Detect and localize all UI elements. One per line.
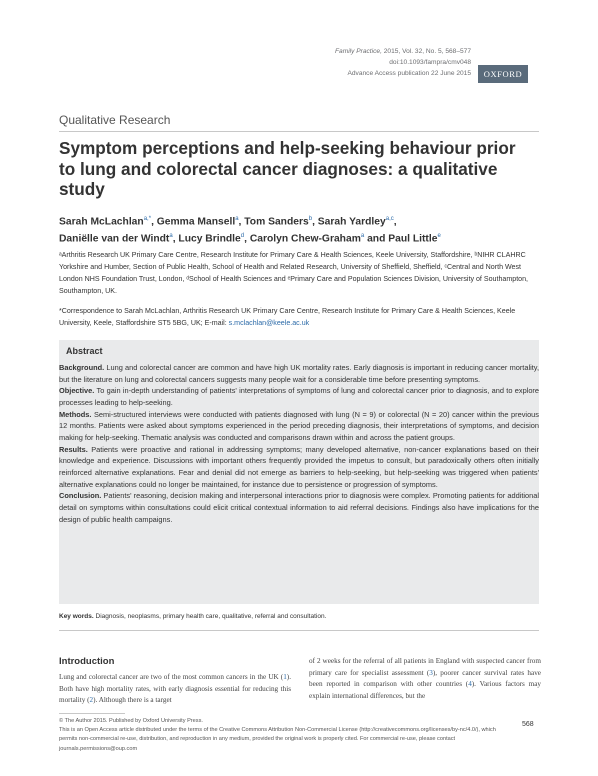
author-name: , Tom Sanders (238, 216, 309, 228)
author-name: , Lucy Brindle (172, 233, 241, 245)
author-affil-mark: a (235, 216, 239, 222)
abstract-heading: Abstract (66, 346, 103, 356)
citation-link[interactable]: 3 (429, 668, 433, 677)
author-affil-mark: a, (143, 216, 149, 222)
email-link[interactable]: s.mclachlan@keele.ac.uk (228, 319, 310, 328)
background-text: Lung and colorectal cancer are common and have high UK mortality rates. Early diagnosis is important in reducing cancer mortality, but the literature on lung and colorectal cancers suggests many people wait for a considerable time before presenting symptoms. (59, 363, 539, 384)
abstract-methods (59, 409, 539, 444)
body-text: ), poorer cancer survival rates have been reported in comparison with other countries ( (309, 668, 541, 688)
corresponding-mark: * (148, 216, 152, 222)
page-number: 568 (522, 721, 534, 728)
journal-name: Family Practice, (335, 48, 382, 55)
author-line-2 (59, 229, 539, 246)
author-name: , Gemma Mansell (151, 216, 236, 228)
author-separator: , (393, 216, 397, 228)
author-affil-mark: e (437, 233, 441, 240)
author-affil-mark: a,c (385, 216, 394, 222)
correspondence (59, 305, 539, 329)
abstract-body (59, 362, 539, 525)
author-name: Sarah McLachlan (59, 216, 144, 228)
citation-link[interactable]: 4 (468, 680, 472, 688)
body-text: ). Both have high mortality rates, with early diagnosis essential for reducing this mortality ( (59, 673, 291, 704)
objective-label: Objective. (59, 386, 95, 396)
license-text: This is an Open Access article distributed under the terms of the Creative Commons Attribution Non-Commercial License (http://creativecommons.org/licenses/by-nc/4.0/), which permits non-commercial re-use, distribution, and reproduction in any medium, provided the original work is properly cited. For commercial re-use, please contact journals.permissions@oup.com (59, 727, 496, 752)
results-label: Results. (59, 444, 88, 454)
author-affil-mark: a (169, 233, 173, 240)
author-affil-mark: d (240, 233, 245, 240)
section-label: Qualitative Research (59, 113, 171, 127)
affiliations: ᵃArthritis Research UK Primary Care Centre, Research Institute for Primary Care & Health Sciences, Keele University, Staffordshire, ᵇNIHR CLAHRC Yorkshire and Humber, Section of Public Health, School of Health and Related Research, University of Sheffield, Sheffield, ᶜCentral and North West London NHS Foundation Trust, London, ᵈSchool of Health Sciences and ᵉPrimary Care and Population Sciences Division, University of Southampton, Southampton, UK. (59, 251, 529, 296)
author-name: Daniëlle van der Windt (59, 233, 170, 245)
body-text: Lung and colorectal cancer are two of the most common cancers in the UK ( (59, 673, 284, 681)
abstract-background (59, 362, 539, 385)
journal-volume: 2015, Vol. 32, No. 5, 568–577 (381, 48, 471, 55)
background-label: Background. (59, 363, 105, 372)
introduction-column-2 (309, 656, 541, 702)
oxford-logo: OXFORD (478, 65, 528, 83)
author-name: and Paul Little (364, 233, 438, 245)
divider (59, 131, 539, 132)
author-list (59, 212, 539, 247)
copyright: © The Author 2015. Published by Oxford University Press. (59, 718, 203, 724)
footnote-divider (59, 713, 125, 714)
keywords (59, 612, 539, 622)
introduction-heading: Introduction (59, 656, 115, 667)
journal-citation (335, 46, 471, 79)
author-affil-mark: b (308, 216, 313, 222)
conclusion-label: Conclusion. (59, 491, 102, 501)
article-title: Symptom perceptions and help-seeking behaviour prior to lung and colorectal cancer diagnoses: a qualitative study (59, 138, 516, 199)
methods-label: Methods. (59, 409, 92, 419)
objective-text: To gain in-depth understanding of patients' interpretations of symptoms of lung and colorectal cancer prior to diagnosis, and to explore processes leading to help-seeking. (59, 386, 539, 407)
abstract-objective (59, 385, 539, 408)
body-text: ). Various factors may explain international differences, but the (309, 680, 541, 700)
abstract-conclusion (59, 490, 539, 525)
citation-link[interactable]: 1 (283, 673, 287, 681)
body-text: ). Although there is a target (93, 696, 172, 704)
body-text: of 2 weeks for the referral of all patients in England with suspected cancer from primary care for specialist assessment ( (309, 657, 541, 677)
citation-link[interactable]: 2 (89, 696, 94, 704)
abstract-results (59, 444, 539, 491)
footer (59, 717, 514, 754)
methods-text: Semi-structured interviews were conducted with patients diagnosed with lung (N = 9) or colorectal (N = 20) cancer within the previous 12 months. Patients were asked about symptoms experienced in the period preceding diagnosis, their interpretations of symptoms, and decision making for help-seeking. Thematic analysis was conducted and comparisons drawn within and across the patient groups. (59, 409, 539, 442)
keywords-label: Key words. (59, 613, 94, 620)
doi[interactable]: doi:10.1093/fampra/cmv048 (389, 59, 471, 66)
results-text: Patients were proactive and rational in addressing symptoms; many developed alternative, non-cancer explanations based on their knowledge and experience. Discussions with important others frequently provided the impetus to consult, but paradoxically others often initially reinforced alternative explanations. Fear and denial did not emerge as barriers to help-seeking, but help-seeking was triggered when patients' alternative explanations could no longer be maintained, for instance due to persistence or progression of symptoms. (59, 444, 539, 489)
author-line-1 (59, 212, 539, 229)
author-name: , Sarah Yardley (312, 216, 386, 228)
keywords-text: Diagnosis, neoplasms, primary health care, qualitative, referral and consultation. (93, 613, 327, 620)
divider (59, 630, 539, 631)
introduction-column-1 (59, 672, 291, 707)
advance-access: Advance Access publication 22 June 2015 (347, 70, 471, 77)
correspondence-text: *Correspondence to Sarah McLachlan, Arthritis Research UK Primary Care Centre, Research Institute for Primary Care & Health Sciences, Keele University, Keele, Staffordshire ST5 5BG, UK; E-mail: (59, 307, 516, 328)
author-name: , Carolyn Chew-Graham (244, 233, 361, 245)
author-affil-mark: a (360, 233, 365, 240)
conclusion-text: Patients' reasoning, decision making and interpersonal interactions prior to diagnosis were complex. Promoting patients for additional detail on symptoms within consultations could elicit critical contextual information to aid referral decisions. Findings also have implications for the design of public health campaigns. (59, 491, 539, 524)
